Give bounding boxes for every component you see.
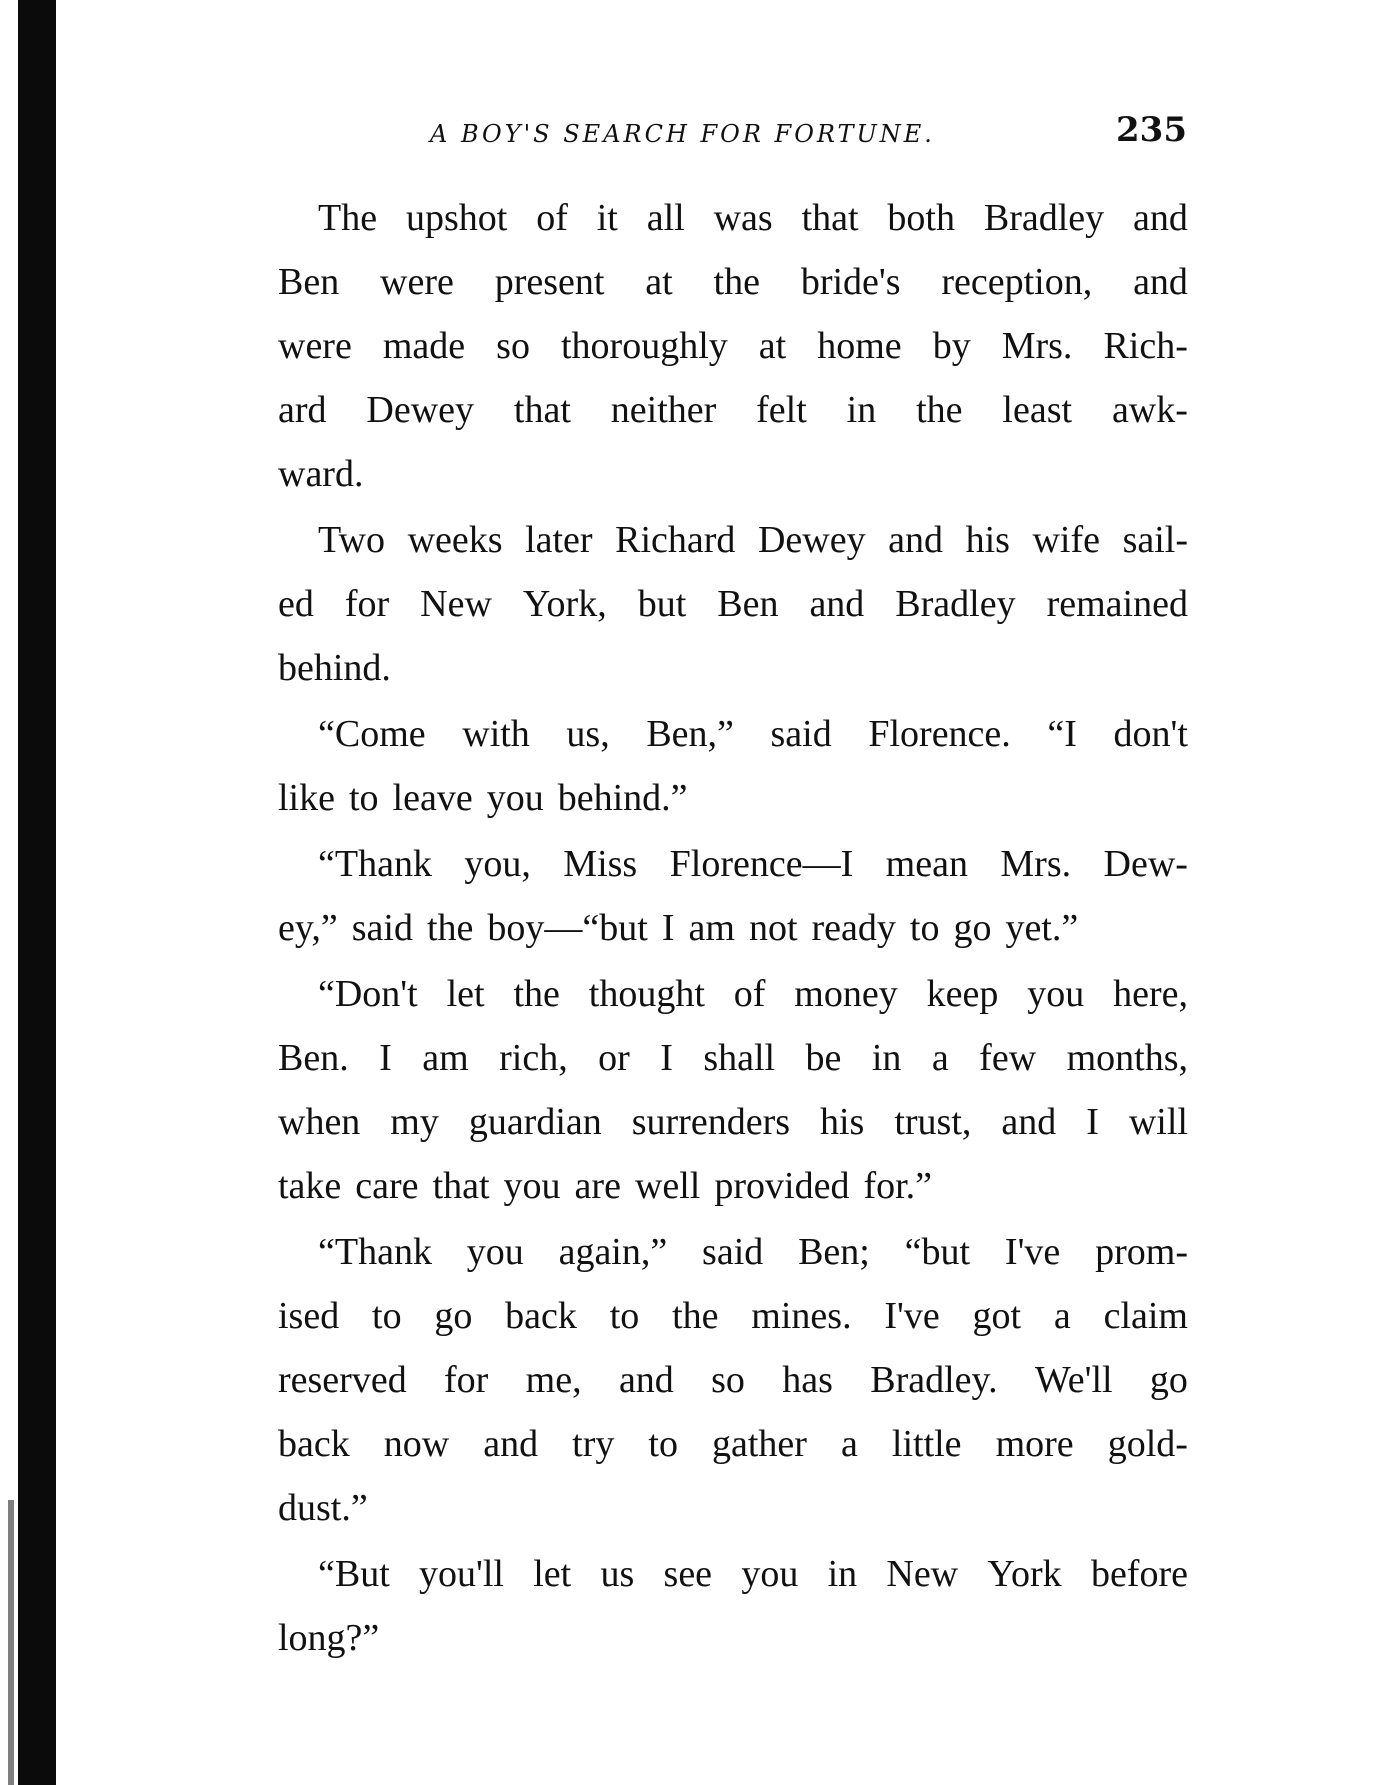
text-line: Ben. I am rich, or I shall be in a few months,: [278, 1037, 1188, 1079]
text-line: “But you'll let us see you in New York before: [318, 1553, 1188, 1595]
text-line: “Come with us, Ben,” said Florence. “I don't: [318, 713, 1188, 755]
text-line: ard Dewey that neither felt in the least awk-: [278, 389, 1188, 431]
binding-edge-shadow: [8, 1500, 14, 1785]
paragraph: [278, 1220, 1188, 1540]
text-line: ised to go back to the mines. I've got a claim: [278, 1295, 1188, 1337]
text-line: “Thank you, Miss Florence—I mean Mrs. Dew-: [318, 843, 1188, 885]
text-line: take care that you are well provided for.”: [278, 1165, 933, 1207]
binding-edge: [18, 0, 56, 1785]
text-line: ed for New York, but Ben and Bradley remained: [278, 583, 1188, 625]
paragraph: [278, 508, 1188, 700]
paragraph: [278, 702, 1188, 830]
text-line: reserved for me, and so has Bradley. We'll go: [278, 1359, 1188, 1401]
page-number: 235: [1116, 110, 1187, 150]
text-line: back now and try to gather a little more gold-: [278, 1423, 1188, 1465]
text-line: Two weeks later Richard Dewey and his wife sail-: [318, 519, 1188, 561]
text-line: “Thank you again,” said Ben; “but I've prom-: [318, 1231, 1188, 1273]
text-line: dust.”: [278, 1487, 368, 1529]
text-line: when my guardian surrenders his trust, and I will: [278, 1101, 1188, 1143]
body-text: [278, 186, 1188, 1672]
text-line: long?”: [278, 1617, 380, 1659]
text-line: were made so thoroughly at home by Mrs. Rich-: [278, 325, 1188, 367]
paragraph: [278, 832, 1188, 960]
text-line: ward.: [278, 453, 364, 495]
paragraph: [278, 186, 1188, 506]
paragraph: [278, 1542, 1188, 1670]
text-line: Ben were present at the bride's reception, and: [278, 261, 1188, 303]
text-line: like to leave you behind.”: [278, 777, 688, 819]
text-line: “Don't let the thought of money keep you here,: [318, 973, 1188, 1015]
text-line: The upshot of it all was that both Bradley and: [318, 197, 1188, 239]
paragraph: [278, 962, 1188, 1218]
text-line: ey,” said the boy—“but I am not ready to go yet.”: [278, 907, 1079, 949]
text-line: behind.: [278, 647, 391, 689]
running-title: A BOY'S SEARCH FOR FORTUNE.: [430, 120, 935, 148]
page-header: [430, 110, 1195, 160]
